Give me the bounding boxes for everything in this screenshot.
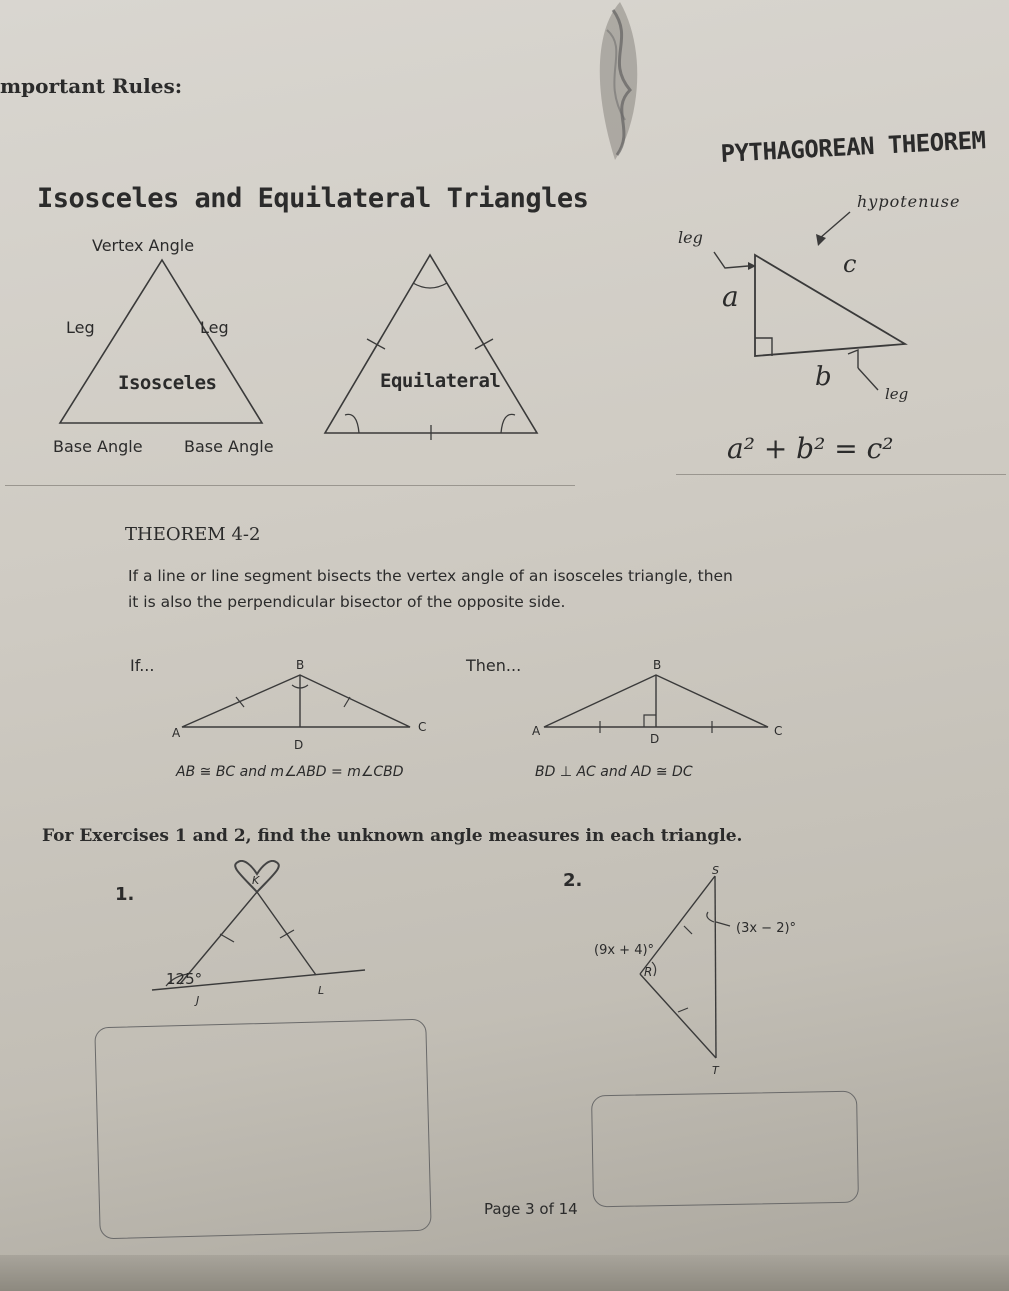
- exercise-2-answer-box[interactable]: [591, 1091, 859, 1208]
- equilateral-label: Equilateral: [380, 370, 501, 392]
- exercise-1-diagram: [140, 860, 380, 1010]
- isosceles-label: Isosceles: [118, 372, 217, 394]
- leg-bottom-label: leg: [885, 385, 909, 403]
- then-label: Then...: [466, 656, 522, 675]
- section-title: Isosceles and Equilateral Triangles: [37, 183, 589, 214]
- pythagorean-title: PYTHAGOREAN THEOREM: [720, 126, 987, 168]
- if-vertex-c: C: [418, 720, 427, 734]
- isosceles-diagram: [40, 225, 300, 460]
- ex2-angle-r: (9x + 4)°: [594, 943, 655, 958]
- side-b-label: b: [815, 362, 832, 392]
- page-bottom-shadow: [0, 1255, 1009, 1291]
- base-angle-left-label: Base Angle: [53, 437, 143, 456]
- ex1-angle-125: 125°: [166, 970, 203, 988]
- theorem-title: THEOREM 4-2: [125, 524, 261, 545]
- then-diagram: [528, 655, 798, 755]
- if-vertex-a: A: [172, 726, 181, 740]
- exercise-1-answer-box[interactable]: [94, 1019, 431, 1240]
- theorem-line-2: it is also the perpendicular bisector of the opposite side.: [128, 593, 566, 611]
- exercises-instructions: For Exercises 1 and 2, find the unknown angle measures in each triangle.: [42, 826, 743, 846]
- if-vertex-b: B: [296, 658, 305, 672]
- then-caption: BD ⊥ AC and AD ≅ DC: [535, 764, 693, 780]
- if-diagram: [160, 655, 440, 755]
- ex2-vertex-t: T: [712, 1064, 719, 1077]
- exercise-2-number: 2.: [563, 870, 583, 891]
- rules-label: mportant Rules:: [0, 74, 183, 98]
- then-vertex-c: C: [774, 724, 783, 738]
- if-label: If...: [130, 656, 155, 675]
- ex2-angle-s: (3x − 2)°: [736, 921, 797, 936]
- side-c-label: c: [843, 250, 857, 278]
- ex1-vertex-k: K: [252, 874, 260, 887]
- ex2-vertex-r: R: [644, 965, 653, 979]
- then-vertex-b: B: [653, 658, 662, 672]
- ex1-vertex-l: L: [318, 984, 325, 997]
- exercise-2-diagram: [580, 862, 810, 1082]
- ex1-vertex-j: J: [196, 994, 200, 1007]
- divider-right: [676, 474, 1006, 475]
- base-angle-right-label: Base Angle: [184, 437, 274, 456]
- then-vertex-a: A: [532, 724, 541, 738]
- theorem-line-1: If a line or line segment bisects the vertex angle of an isosceles triangle, then: [128, 567, 733, 585]
- ex2-vertex-s: S: [712, 864, 719, 877]
- exercise-1-number: 1.: [115, 884, 135, 905]
- leg-top-label: leg: [678, 228, 703, 247]
- hypotenuse-label: hypotenuse: [857, 192, 961, 211]
- page-number: Page 3 of 14: [484, 1200, 578, 1218]
- pythagorean-formula: a² + b² = c²: [727, 432, 894, 465]
- divider-left: [5, 485, 575, 486]
- if-caption: AB ≅ BC and m∠ABD = m∠CBD: [176, 764, 404, 780]
- vertex-angle-label: Vertex Angle: [92, 236, 195, 255]
- leg-left-label: Leg: [66, 318, 95, 337]
- side-a-label: a: [722, 280, 739, 313]
- equilateral-diagram: [315, 245, 550, 440]
- leg-right-label: Leg: [200, 318, 229, 337]
- pencil-scribble: [585, 0, 655, 165]
- then-vertex-d: D: [650, 732, 660, 746]
- if-vertex-d: D: [294, 738, 304, 752]
